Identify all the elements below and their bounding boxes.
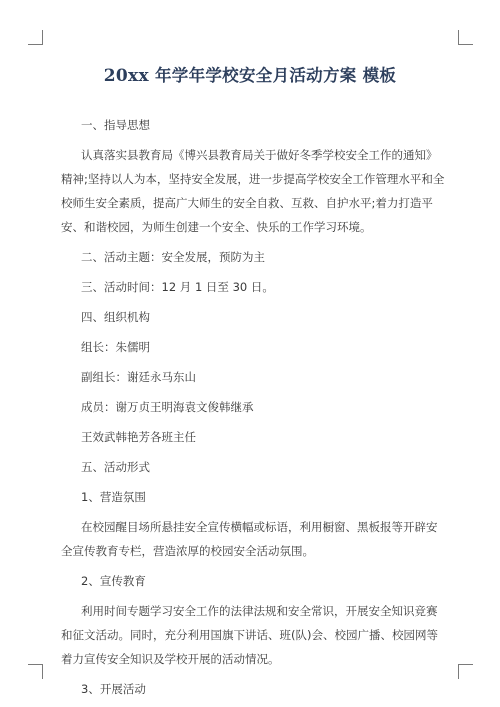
crop-mark-top-right xyxy=(458,30,473,45)
org-members-cont: 王效武韩艳芳各班主任 xyxy=(81,430,196,444)
paragraph-guiding-thought: 认真落实县教育局《博兴县教育局关于做好冬季学校安全工作的通知》精神;坚持以人为本，坚持安全发展，进一步提高学校安全工作管理水平和全校师生安全素质，提高广大师生的安全自救、互救、自护水平;着力打造平安、和谐校园，为师生创建一个安全、快乐的工作学习环境。 xyxy=(61,148,445,234)
crop-mark-bottom-left xyxy=(28,664,43,679)
crop-mark-bottom-right xyxy=(458,664,473,679)
paragraph-publicity: 利用时间专题学习安全工作的法律法规和安全常识，开展安全知识竞赛和征文活动。同时，充分利用国旗下讲话、班(队)会、校园广播、校园网等着力宣传安全知识及学校开展的活动情况。 xyxy=(61,604,438,666)
section-heading-organization: 四、组织机构 xyxy=(81,310,150,324)
section-heading-time: 三、活动时间：12 月 1 日至 30 日。 xyxy=(81,280,274,294)
paragraph-atmosphere: 在校园醒目场所悬挂安全宣传横幅或标语，利用橱窗、黑板报等开辟安全宣传教育专栏，营造浓厚的校园安全活动氛围。 xyxy=(61,520,438,558)
document-title xyxy=(0,62,500,86)
subheading-activities: 3、开展活动 xyxy=(81,682,146,696)
subheading-atmosphere: 1、营造氛围 xyxy=(81,490,146,504)
section-heading-activity-form: 五、活动形式 xyxy=(81,460,150,474)
org-leader: 组长：朱儒明 xyxy=(81,340,150,354)
org-deputy-leader: 副组长：谢廷永马东山 xyxy=(81,370,196,384)
section-heading-guiding-thought: 一、指导思想 xyxy=(81,118,150,132)
title-year: 20xx xyxy=(103,66,149,86)
subheading-publicity: 2、宣传教育 xyxy=(81,574,146,588)
title-text: 年学年学校安全月活动方案 模板 xyxy=(148,66,397,85)
section-heading-theme: 二、活动主题：安全发展，预防为主 xyxy=(81,250,265,264)
document-body xyxy=(61,113,446,707)
org-members: 成员：谢万贞王明海袁文俊韩继承 xyxy=(81,400,254,414)
crop-mark-top-left xyxy=(28,30,43,45)
